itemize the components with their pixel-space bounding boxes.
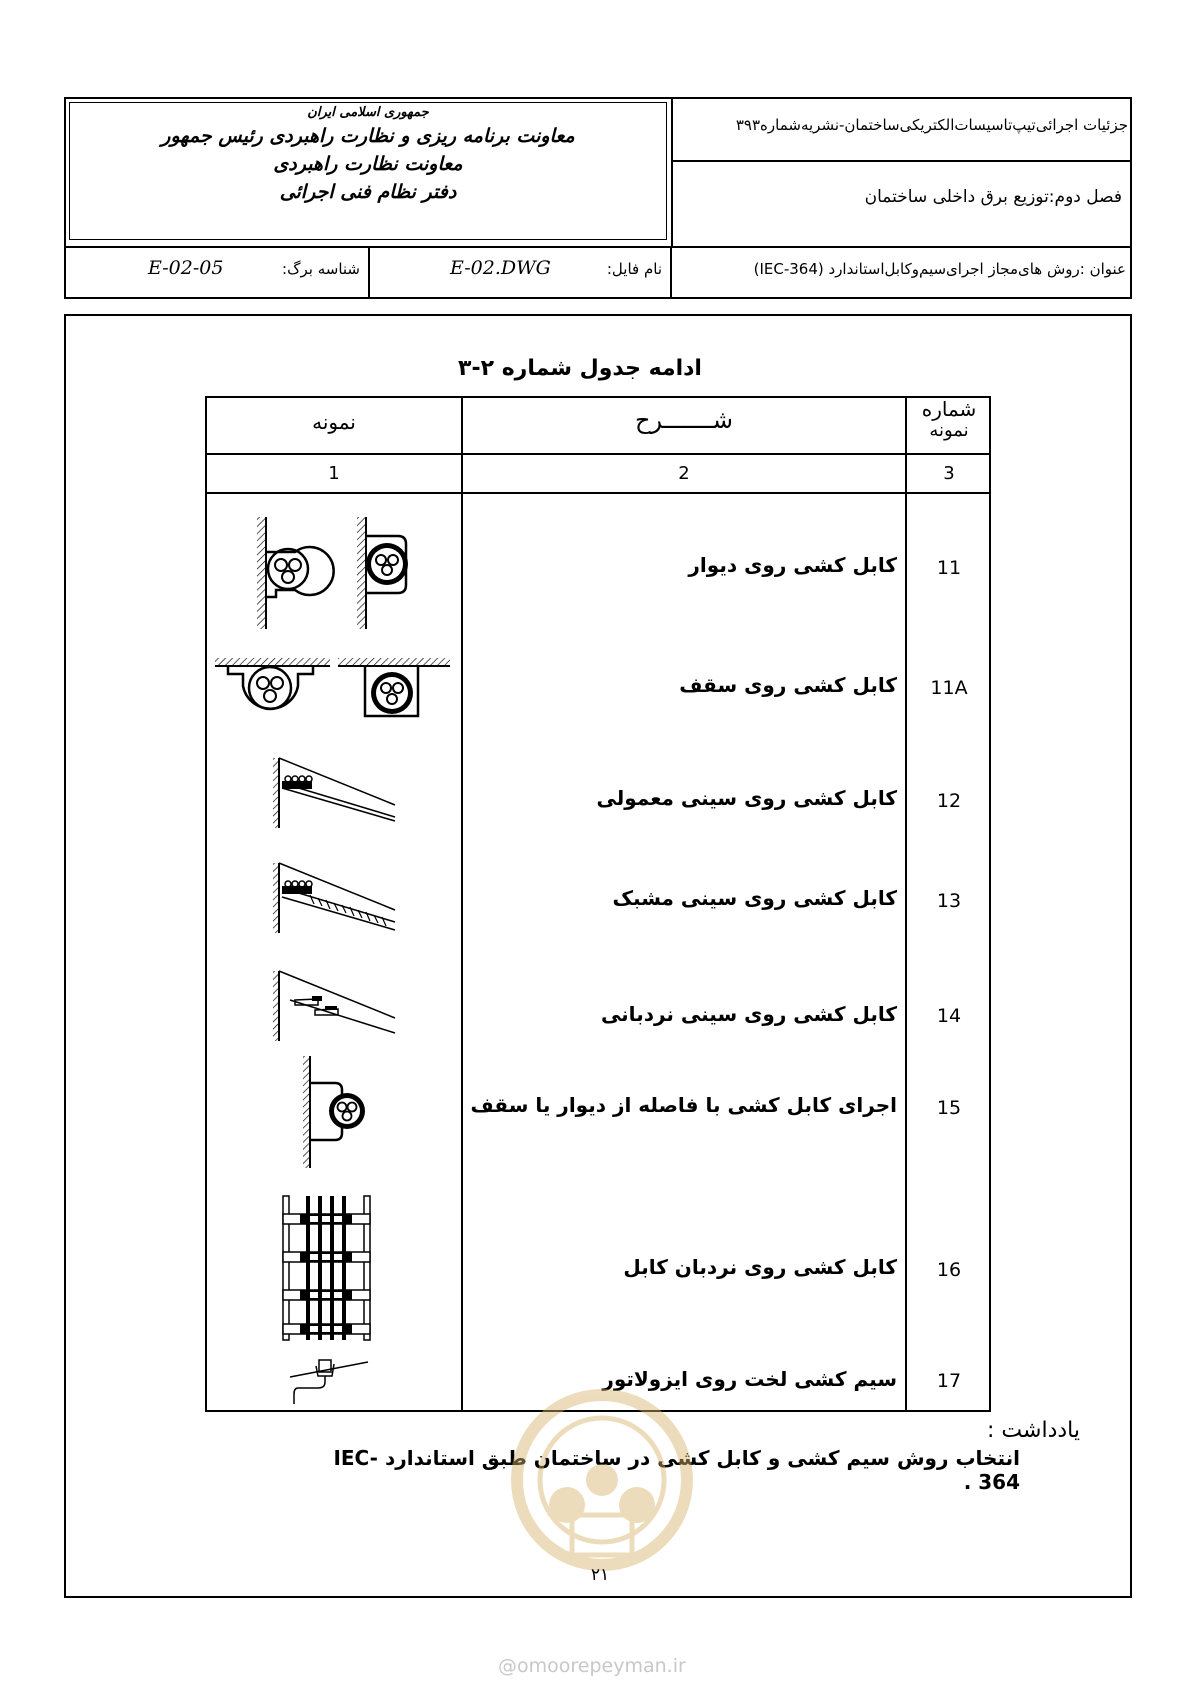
- col-index-sample: 1: [328, 463, 340, 484]
- sheet-id: E-02-05: [148, 257, 224, 279]
- org-line-3: معاونت نظارت راهبردی: [273, 153, 463, 175]
- col-index-description: 2: [678, 463, 690, 484]
- cable-ladder-icon: [278, 1194, 378, 1342]
- watermark-site-text: omoorepeyman.ir: [517, 1655, 686, 1677]
- org-line-1: جمهوری اسلامی ایران: [307, 105, 429, 120]
- at-icon: @: [498, 1655, 517, 1677]
- row-12-number: 12: [936, 790, 962, 812]
- row-17-desc: سیم کشی لخت روی ایزولاتور: [602, 1367, 897, 1391]
- file-name-label: نام فایل:: [606, 260, 662, 278]
- col-header-number-line1: شماره: [921, 397, 977, 421]
- org-line-2: معاونت برنامه ریزی و نظارت راهبردی رئیس جمهور: [161, 125, 575, 147]
- col-header-sample: نمونه: [312, 410, 356, 434]
- chapter-title: فصل دوم:توزیع برق داخلی ساختمان: [864, 187, 1122, 207]
- stamp-seal-icon: [482, 1380, 722, 1570]
- perforated-tray-icon: [270, 860, 400, 935]
- watermark-site: [498, 1655, 686, 1677]
- insulator-wiring-icon: [288, 1352, 378, 1412]
- drawing-subject: عنوان :روش های‌مجاز اجرای‌سیم‌وکابل‌استاندارد (IEC-364): [753, 260, 1126, 278]
- row-17-number: 17: [936, 1370, 962, 1392]
- col-index-number: 3: [943, 463, 955, 484]
- row-16-number: 16: [936, 1259, 962, 1281]
- row-11a-desc: کابل کشی روی سقف: [679, 673, 897, 697]
- wall-cable-clip-icon: [250, 512, 430, 632]
- row-11-number: 11: [936, 557, 962, 579]
- row-13-number: 13: [936, 890, 962, 912]
- row-11-desc: کابل کشی روی دیوار: [688, 553, 897, 577]
- row-13-desc: کابل کشی روی سینی مشبک: [612, 886, 897, 910]
- publication-title: جزئیات اجرائی‌تیپ‌تاسیسات‌الکتریکی‌ساختمان-نشریه‌شماره۳۹۳: [735, 116, 1128, 134]
- file-name: E-02.DWG: [450, 257, 551, 279]
- row-15-desc: اجرای کابل کشی با فاصله از دیوار یا سقف: [470, 1093, 897, 1117]
- row-14-number: 14: [936, 1005, 962, 1027]
- spaced-cable-icon: [300, 1053, 370, 1173]
- cable-tray-icon: [270, 755, 400, 830]
- table-caption: ادامه جدول شماره ۲-۳: [458, 356, 702, 381]
- ladder-tray-icon: [270, 968, 400, 1043]
- row-12-desc: کابل کشی روی سینی معمولی: [596, 786, 897, 810]
- row-15-number: 15: [936, 1097, 962, 1119]
- sheet-id-label: شناسه برگ:: [282, 260, 360, 278]
- note-text: انتخاب روش سیم کشی و کابل کشی در ساختمان طبق استاندارد IEC-364 .: [333, 1446, 1020, 1494]
- row-16-desc: کابل کشی روی نردبان کابل: [623, 1255, 897, 1279]
- col-header-number-line2: نمونه: [929, 420, 969, 441]
- row-14-desc: کابل کشی روی سینی نردبانی: [600, 1002, 897, 1026]
- org-title-block: [75, 104, 661, 206]
- page-number: ۲۱: [590, 1565, 610, 1585]
- note-label: یادداشت :: [987, 1418, 1080, 1443]
- col-header-number: [907, 398, 991, 442]
- title-block-divider: [671, 97, 673, 247]
- ceiling-cable-clip-icon: [213, 656, 453, 726]
- org-line-4: دفتر نظام فنی اجرائی: [279, 181, 457, 203]
- row-11a-number: 11A: [930, 677, 968, 699]
- col-header-description: شـــــــرح: [634, 406, 734, 434]
